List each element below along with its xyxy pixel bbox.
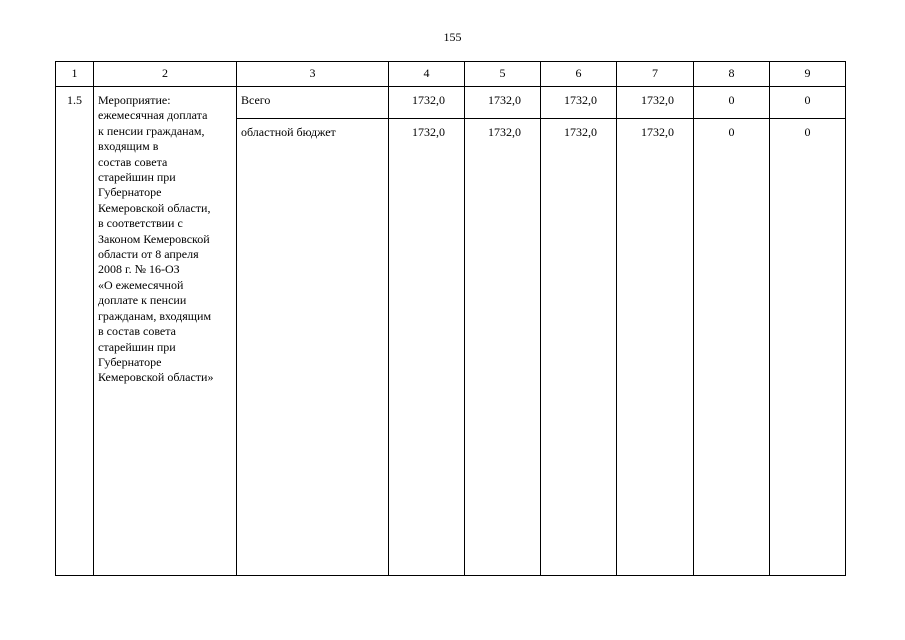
description-line: в состав совета [98,324,176,339]
header-cell-4: 4 [389,62,465,87]
header-cell-9: 9 [770,62,846,87]
value-cell: 1732,0 [465,87,541,119]
header-cell-2: 2 [94,62,237,87]
description-line: Кемеровской области, [98,200,211,215]
header-cell-1: 1 [56,62,94,87]
header-cell-3: 3 [237,62,389,87]
description-line: Законом Кемеровской [98,231,210,246]
value-cell: 0 [770,87,846,119]
description-line: входящим в [98,139,159,154]
source-label-regional-budget: областной бюджет [237,119,389,576]
description-line: Губернаторе [98,354,162,369]
header-cell-5: 5 [465,62,541,87]
description-line: в соответствии с [98,216,183,231]
value-cell: 1732,0 [541,119,617,576]
value-cell: 1732,0 [389,87,465,119]
description-line: Губернаторе [98,185,162,200]
value-cell: 0 [694,87,770,119]
description-line: 2008 г. № 16-ОЗ [98,262,180,277]
value-cell: 0 [694,119,770,576]
header-cell-7: 7 [617,62,694,87]
row-description [94,87,237,576]
header-cell-6: 6 [541,62,617,87]
source-label-total: Всего [237,87,389,119]
description-line: к пенсии гражданам, [98,123,205,138]
description-line: состав совета [98,154,168,169]
description-line: Кемеровской области» [98,370,214,385]
value-cell: 1732,0 [541,87,617,119]
description-line: доплате к пенсии [98,293,187,308]
value-cell: 1732,0 [617,119,694,576]
value-cell: 0 [770,119,846,576]
page-number: 155 [443,30,462,44]
value-cell: 1732,0 [465,119,541,576]
header-row [56,62,846,87]
row-number: 1.5 [56,87,94,576]
description-line: области от 8 апреля [98,247,199,262]
funding-table [55,61,846,576]
header-cell-8: 8 [694,62,770,87]
description-line: «О ежемесячной [98,277,184,292]
table-row-total [56,87,846,119]
description-line: ежемесячная доплата [98,108,208,123]
description-line: старейшин при [98,170,176,185]
description-line: старейшин при [98,339,176,354]
value-cell: 1732,0 [617,87,694,119]
value-cell: 1732,0 [389,119,465,576]
description-line: гражданам, входящим [98,308,212,323]
description-line: Мероприятие: [98,93,171,107]
